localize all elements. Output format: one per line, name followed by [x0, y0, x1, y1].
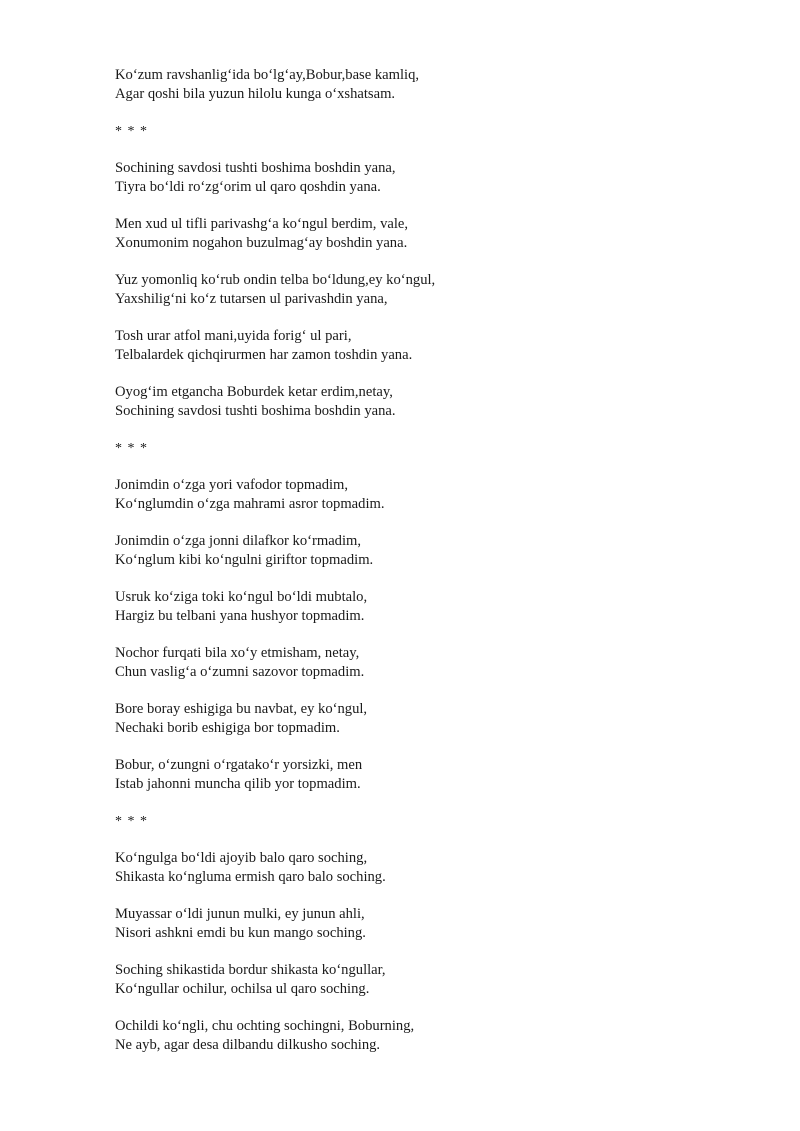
verse-line: Agar qoshi bila yuzun hilolu kunga o‘xshatsam.: [115, 86, 396, 102]
couplet: [115, 756, 715, 794]
couplet: [115, 905, 715, 943]
verse-line: Men xud ul tifli parivashg‘a ko‘ngul berdim, vale,: [115, 216, 409, 232]
couplet: [115, 700, 715, 738]
couplet: [115, 66, 715, 104]
verse-line: Hargiz bu telbani yana hushyor topmadim.: [115, 608, 365, 624]
verse-line: Ochildi ko‘ngli, chu ochting sochingni, Boburning,: [115, 1018, 415, 1034]
couplet: [115, 159, 715, 197]
verse-line: Yuz yomonliq ko‘rub ondin telba bo‘ldung,ey ko‘ngul,: [115, 272, 436, 288]
verse-line: Sochining savdosi tushti boshima boshdin yana,: [115, 160, 396, 176]
couplet: [115, 588, 715, 626]
couplet: [115, 849, 715, 887]
verse-line: Oyog‘im etgancha Boburdek ketar erdim,netay,: [115, 384, 393, 400]
verse-line: Bore boray eshigiga bu navbat, ey ko‘ngul,: [115, 701, 368, 717]
couplet: [115, 961, 715, 999]
verse-line: Xonumonim nogahon buzulmag‘ay boshdin yana.: [115, 235, 408, 251]
couplet: [115, 532, 715, 570]
verse-line: Jonimdin o‘zga yori vafodor topmadim,: [115, 477, 349, 493]
stanza-separator: * * *: [115, 814, 148, 829]
verse-line: Tosh urar atfol mani,uyida forig‘ ul pari,: [115, 328, 352, 344]
verse-line: Soching shikastida bordur shikasta ko‘ngullar,: [115, 962, 386, 978]
verse-line: Shikasta ko‘ngluma ermish qaro balo soching.: [115, 869, 386, 885]
couplet: [115, 383, 715, 421]
verse-line: Ko‘nglum kibi ko‘ngulni giriftor topmadim.: [115, 552, 374, 568]
couplet: [115, 476, 715, 514]
couplet: [115, 644, 715, 682]
stanza-separator: * * *: [115, 441, 148, 456]
couplet: [115, 215, 715, 253]
verse-line: Bobur, o‘zungni o‘rgatako‘r yorsizki, men: [115, 757, 363, 773]
verse-line: Muyassar o‘ldi junun mulki, ey junun ahli,: [115, 906, 365, 922]
verse-line: Ko‘nglumdin o‘zga mahrami asror topmadim.: [115, 496, 385, 512]
document-page: [115, 66, 715, 1073]
verse-line: Ne ayb, agar desa dilbandu dilkusho soching.: [115, 1037, 381, 1053]
verse-line: Chun vaslig‘a o‘zumni sazovor topmadim.: [115, 664, 365, 680]
stanza-separator: * * *: [115, 124, 148, 139]
verse-line: Ko‘zum ravshanlig‘ida bo‘lg‘ay,Bobur,base kamliq,: [115, 67, 420, 83]
couplet: [115, 271, 715, 309]
verse-line: Tiyra bo‘ldi ro‘zg‘orim ul qaro qoshdin yana.: [115, 179, 381, 195]
verse-line: Jonimdin o‘zga jonni dilafkor ko‘rmadim,: [115, 533, 362, 549]
verse-line: Usruk ko‘ziga toki ko‘ngul bo‘ldi mubtalo,: [115, 589, 368, 605]
verse-line: Telbalardek qichqirurmen har zamon toshdin yana.: [115, 347, 413, 363]
verse-line: Istab jahonni muncha qilib yor topmadim.: [115, 776, 361, 792]
verse-line: Nisori ashkni emdi bu kun mango soching.: [115, 925, 366, 941]
verse-line: Nochor furqati bila xo‘y etmisham, netay,: [115, 645, 360, 661]
verse-line: Yaxshilig‘ni ko‘z tutarsen ul parivashdin yana,: [115, 291, 388, 307]
verse-line: Ko‘ngullar ochilur, ochilsa ul qaro soching.: [115, 981, 370, 997]
verse-line: Sochining savdosi tushti boshima boshdin yana.: [115, 403, 396, 419]
verse-line: Nechaki borib eshigiga bor topmadim.: [115, 720, 340, 736]
verse-line: Ko‘ngulga bo‘ldi ajoyib balo qaro soching,: [115, 850, 368, 866]
couplet: [115, 327, 715, 365]
couplet: [115, 1017, 715, 1055]
